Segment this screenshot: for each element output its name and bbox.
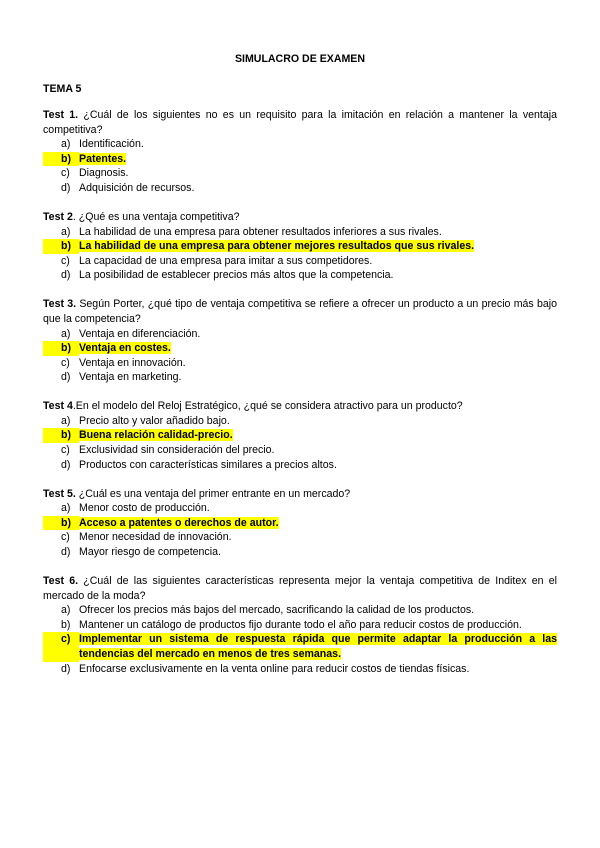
- option-letter: a): [61, 414, 71, 427]
- question-stem: [43, 399, 557, 414]
- option-d: [43, 458, 557, 473]
- question-label: Test 6.: [43, 574, 79, 587]
- option-text: Implementar un sistema de respuesta rápida que permite adaptar la producción a las tendencias del mercado en menos de tres semanas.: [79, 633, 557, 660]
- option-text: La capacidad de una empresa para imitar a sus competidores.: [79, 254, 373, 267]
- section-heading: TEMA 5: [43, 83, 82, 95]
- option-text: Diagnosis.: [79, 167, 129, 180]
- option-c: [43, 443, 557, 458]
- option-b-correct: [43, 428, 557, 443]
- question-2: [43, 210, 557, 283]
- option-letter: a): [61, 138, 71, 151]
- option-text: Exclusividad sin consideración del precio.: [79, 444, 275, 457]
- question-6: [43, 574, 557, 676]
- option-letter: b): [43, 239, 79, 254]
- question-text: ¿Cuál de los siguientes no es un requisito para la imitación en relación a mantener la ventaja competitiva?: [43, 109, 557, 136]
- question-stem: [43, 210, 557, 225]
- question-5: [43, 487, 557, 560]
- option-letter: c): [61, 254, 70, 267]
- option-b: [43, 618, 557, 633]
- option-text: Menor necesidad de innovación.: [79, 531, 232, 544]
- option-text: Mantener un catálogo de productos fijo durante todo el año para reducir costos de producción.: [79, 618, 522, 631]
- option-b-correct: [43, 239, 557, 254]
- option-d: [43, 370, 557, 385]
- option-letter: b): [43, 341, 79, 356]
- option-letter: a): [61, 604, 71, 617]
- option-text: Productos con características similares a precios altos.: [79, 458, 337, 471]
- option-text: Precio alto y valor añadido bajo.: [79, 414, 230, 427]
- question-text: ¿Cuál de las siguientes características representa mejor la ventaja competitiva de Inditex en el mercado de la moda?: [43, 574, 557, 602]
- option-letter: c): [61, 444, 70, 457]
- option-b-correct: [43, 341, 557, 356]
- question-stem: [43, 487, 557, 502]
- option-c: [43, 254, 557, 269]
- option-text: Mayor riesgo de competencia.: [79, 546, 221, 558]
- option-letter: d): [61, 546, 71, 558]
- option-letter: d): [61, 181, 71, 194]
- option-letter: c): [61, 531, 70, 544]
- option-text: Adquisición de recursos.: [79, 181, 195, 194]
- option-text: Ventaja en marketing.: [79, 371, 182, 384]
- option-c: [43, 166, 557, 181]
- question-stem: [43, 108, 557, 137]
- option-letter: c): [43, 632, 79, 661]
- option-a: [43, 414, 557, 429]
- option-c: [43, 530, 557, 545]
- option-d: [43, 545, 557, 560]
- question-4: [43, 399, 557, 472]
- option-letter: a): [61, 502, 71, 515]
- option-text: Patentes.: [79, 152, 127, 165]
- option-text: Identificación.: [79, 138, 144, 151]
- option-letter: a): [61, 327, 71, 340]
- option-letter: b): [43, 516, 79, 531]
- option-text: Buena relación calidad-precio.: [79, 429, 233, 442]
- option-text: La habilidad de una empresa para obtener mejores resultados que sus rivales.: [79, 240, 475, 253]
- option-letter: c): [61, 167, 70, 180]
- option-d: [43, 662, 557, 677]
- option-letter: d): [61, 371, 71, 384]
- question-3: [43, 297, 557, 385]
- option-text: La habilidad de una empresa para obtener resultados inferiores a sus rivales.: [79, 225, 442, 238]
- question-label: Test 5.: [43, 487, 76, 500]
- option-text: Ofrecer los precios más bajos del mercado, sacrificando la calidad de los productos.: [79, 604, 475, 617]
- option-c-correct: [43, 632, 557, 661]
- question-label: Test 3.: [43, 298, 77, 311]
- option-text: La posibilidad de establecer precios más altos que la competencia.: [79, 269, 394, 282]
- option-b-correct: [43, 516, 557, 531]
- option-letter: c): [61, 356, 70, 369]
- question-text: Según Porter, ¿qué tipo de ventaja competitiva se refiere a ofrecer un producto a un precio más bajo que la competencia?: [43, 298, 557, 325]
- question-text: .En el modelo del Reloj Estratégico, ¿qué se considera atractivo para un producto?: [72, 400, 463, 413]
- question-text: . ¿Qué es una ventaja competitiva?: [72, 210, 240, 223]
- option-d: [43, 268, 557, 283]
- option-a: [43, 225, 557, 240]
- option-text: Ventaja en costes.: [79, 342, 171, 355]
- option-a: [43, 137, 557, 152]
- question-stem: [43, 297, 557, 326]
- option-text: Ventaja en diferenciación.: [79, 327, 201, 340]
- option-text: Enfocarse exclusivamente en la venta online para reducir costos de tiendas físicas.: [79, 662, 470, 675]
- option-a: [43, 501, 557, 516]
- question-list: [43, 108, 557, 691]
- option-d: [43, 181, 557, 196]
- option-a: [43, 327, 557, 342]
- option-letter: d): [61, 269, 71, 282]
- question-stem: [43, 574, 557, 603]
- option-letter: b): [43, 428, 79, 443]
- option-c: [43, 356, 557, 371]
- question-label: Test 4: [43, 400, 73, 413]
- option-text: Acceso a patentes o derechos de autor.: [79, 516, 279, 529]
- question-1: [43, 108, 557, 196]
- option-text: Menor costo de producción.: [79, 502, 210, 515]
- option-letter: d): [61, 458, 71, 471]
- option-letter: d): [61, 662, 71, 675]
- question-label: Test 2: [43, 210, 73, 223]
- option-letter: b): [61, 618, 71, 631]
- question-text: ¿Cuál es una ventaja del primer entrante en un mercado?: [75, 487, 351, 500]
- option-a: [43, 603, 557, 618]
- option-letter: a): [61, 225, 71, 238]
- page-title: SIMULACRO DE EXAMEN: [234, 53, 366, 65]
- option-text: Ventaja en innovación.: [79, 356, 186, 369]
- option-b-correct: [43, 152, 557, 167]
- option-letter: b): [43, 152, 79, 167]
- question-label: Test 1.: [43, 109, 79, 121]
